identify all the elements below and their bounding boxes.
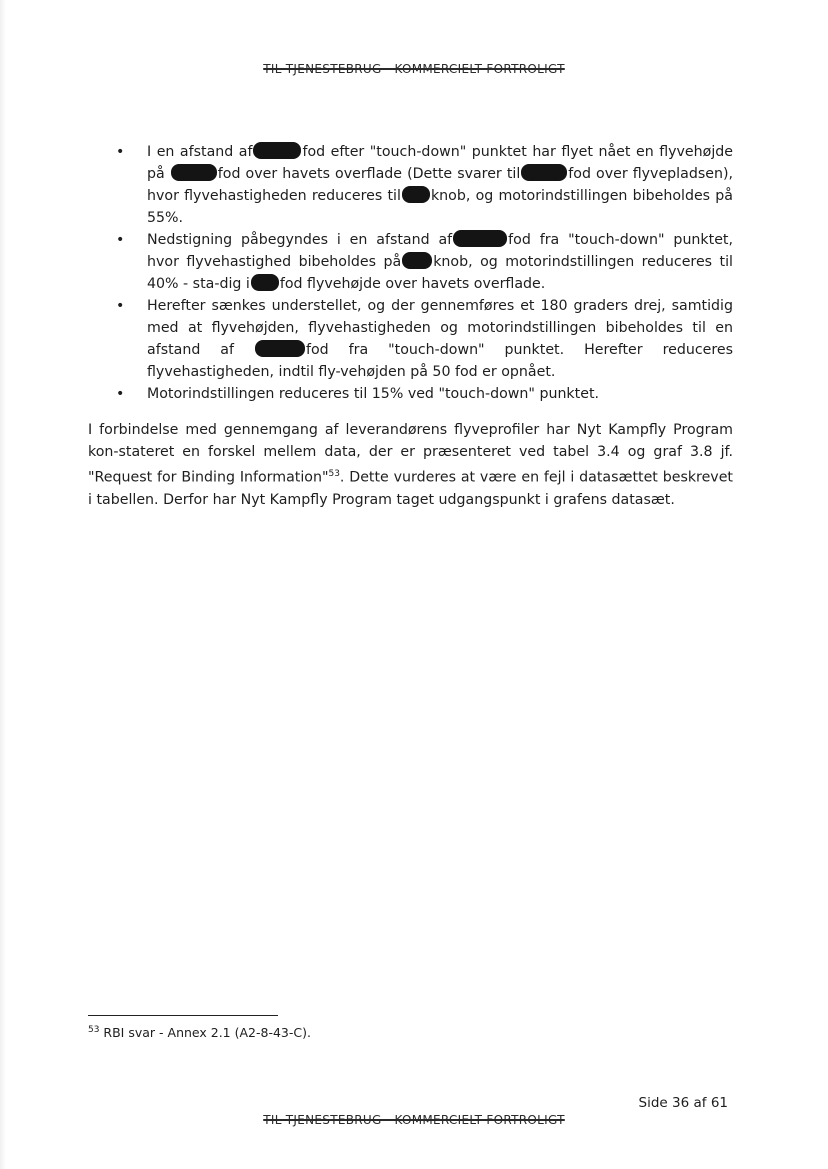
bullet-marker: • [116,298,125,314]
bullet-marker: • [116,386,125,402]
footnote-reference: 53 [328,469,340,479]
redaction-block [255,340,305,357]
header-classification: TIL TJENESTEBRUG - KOMMERCIELT FORTROLIGT [263,62,565,76]
redaction-block [402,186,430,203]
list-item: • Herefter sænkes understellet, og der gennemføres et 180 graders drej, samtidig med at flyvehøjden, flyvehastigheden og motorindstillingen bibeholdes til en afstand af fod fra "touch-down" punktet. Herefter reduceres flyvehastigheden, indtil fly-vehøjden på 50 fod er opnået. [88,295,733,383]
redaction-block [171,164,217,181]
bullet-marker: • [116,144,125,160]
redaction-block [251,274,279,291]
body-paragraph: I forbindelse med gennemgang af leverandørens flyveprofiler har Nyt Kampfly Program kon-stateret en forskel mellem data, der er præsenteret ved tabel 3.4 og graf 3.8 jf. "Request for Binding Information"$^{53}$. Dette vurderes at være en fejl i datasættet beskrevet i tabellen. Derfor har Nyt Kampfly Program taget udgangspunkt i grafens datasæt. [88,422,733,508]
redaction-block [453,230,507,247]
bullet-list [88,141,733,405]
redaction-block [253,142,301,159]
bullet-marker: • [116,232,125,248]
redaction-block [402,252,432,269]
page-number: Side 36 af 61 [638,1095,728,1111]
body-text [88,141,733,511]
scan-edge-shadow [0,0,6,1169]
list-item: • Motorindstillingen reduceres til 15% ved "touch-down" punktet. [88,383,733,405]
list-item: • Nedstigning påbegyndes i en afstand af fod fra "touch-down" punktet, hvor flyvehastighed bibeholdes på knob, og motorindstillingen reduceres til 40% - sta-dig i fod flyvehøjde over havets overflade. [88,229,733,295]
footnote: $^{53}$ RBI svar - Annex 2.1 (A2-8-43-C). [88,1025,311,1041]
redaction-block [521,164,567,181]
list-item: • I en afstand af fod efter "touch-down" punktet har flyet nået en flyvehøjde på fod over havets overflade (Dette svarer til fod over flyvepladsen), hvor flyvehastigheden reduceres til knob, og motorindstillingen bibeholdes på 55%. [88,141,733,229]
footnote-divider [88,1015,278,1016]
footnote-number: 53 [88,1025,100,1035]
footer-classification: TIL TJENESTEBRUG - KOMMERCIELT FORTROLIGT [263,1113,565,1127]
